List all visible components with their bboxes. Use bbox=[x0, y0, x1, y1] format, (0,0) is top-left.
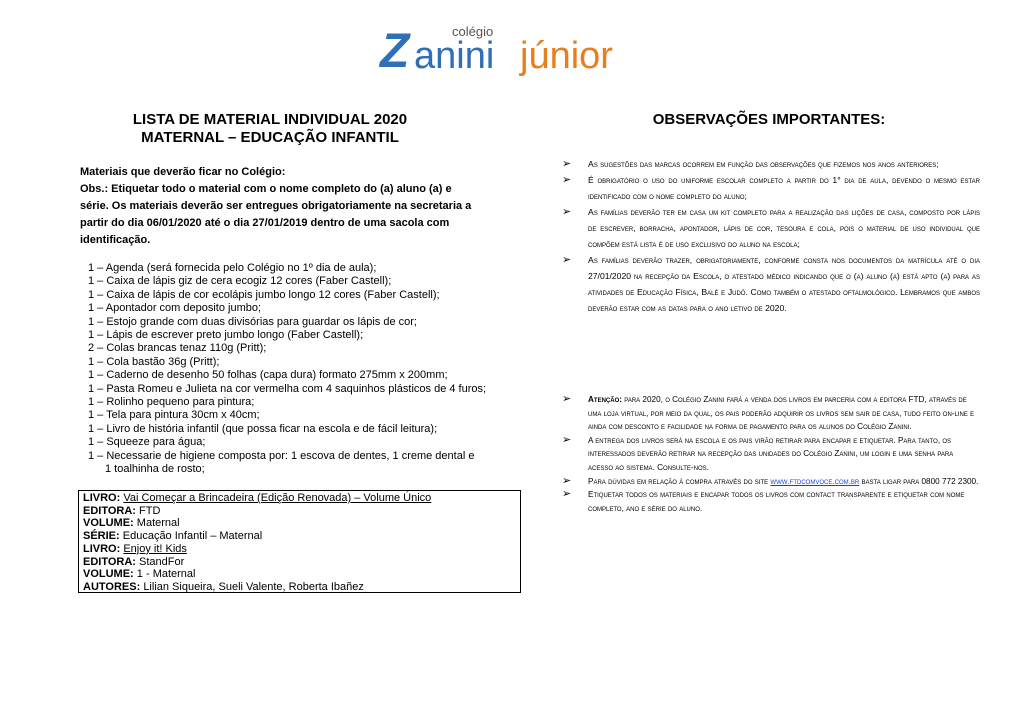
list-item: 1 – Agenda (será fornecida pelo Colégio no 1º dia de aula); bbox=[88, 262, 377, 274]
book-sale-notes bbox=[562, 393, 980, 515]
arrow-bullet-icon: ➢ bbox=[562, 474, 572, 487]
arrow-bullet-icon: ➢ bbox=[562, 158, 572, 170]
observation-item bbox=[562, 172, 980, 204]
book-value: Maternal bbox=[136, 517, 180, 530]
logo-z-letter: Z bbox=[380, 25, 410, 78]
book-row-autores bbox=[83, 581, 516, 594]
list-item: 1 – Caixa de lápis de cor ecolápis jumbo longo 12 cores (Faber Castell); bbox=[88, 288, 440, 301]
arrow-bullet-icon: ➢ bbox=[562, 488, 572, 501]
book-value: 1 - Maternal bbox=[136, 568, 196, 581]
note-text: Etiquetar todos os materiais e encapar todos os livros com contact transparente e etiquetar com nome completo, ano e série do aluno. bbox=[588, 490, 965, 513]
book-label: LIVRO: bbox=[83, 492, 121, 504]
book-value: FTD bbox=[139, 504, 161, 517]
logo-colegio-text: colégio bbox=[452, 24, 494, 39]
book-value: Enjoy it! Kids bbox=[123, 542, 187, 555]
book-label: AUTORES: bbox=[83, 580, 141, 593]
list-item: 1 – Estojo grande com duas divisórias para guardar os lápis de cor; bbox=[88, 315, 417, 328]
list-item: 1 – Pasta Romeu e Julieta na cor vermelha com 4 saquinhos plásticos de 4 furos; bbox=[88, 382, 487, 395]
observation-text: As famílias deverão trazer, obrigatoriamente, conforme consta nos documentos da matrícula até o dia 27/01/2020 na recepção da Escola, o atestado médico indicando que o (a) aluno (a) está apto (a) para as atividades de Educação Física, Balé e Judô. Como também o atestado oftalmológico. Lembramos que ambos deverão estar com as datas para o ano letivo de 2020. bbox=[588, 255, 980, 313]
arrow-bullet-icon: ➢ bbox=[562, 433, 572, 446]
note-text: basta ligar para 0800 772 2300. bbox=[861, 476, 979, 486]
book-row-livro bbox=[83, 492, 516, 505]
observation-item bbox=[562, 156, 980, 172]
list-item bbox=[88, 450, 508, 477]
arrow-bullet-icon: ➢ bbox=[562, 174, 572, 186]
arrow-bullet-icon: ➢ bbox=[562, 206, 572, 218]
book-info-box bbox=[78, 490, 521, 593]
list-item-continuation: 1 toalhinha de rosto; bbox=[105, 463, 205, 476]
ftd-site-link[interactable]: www.ftdcomvoce.com.br bbox=[770, 476, 860, 486]
book-label: VOLUME: bbox=[83, 568, 134, 581]
list-item: 1 – Cola bastão 36g (Pritt); bbox=[88, 355, 220, 368]
note-text: Para dúvidas em relação à compra através do site bbox=[588, 476, 769, 486]
list-item: 1 – Tela para pintura 30cm x 40cm; bbox=[88, 409, 260, 422]
logo-junior-text: júnior bbox=[520, 35, 613, 77]
observations-list bbox=[562, 156, 980, 316]
book-value: Vai Começar a Brincadeira (Edição Renovada) – Volume Único bbox=[123, 492, 432, 504]
list-item: 1 – Livro de história infantil (que possa ficar na escola e de fácil leitura); bbox=[88, 422, 438, 435]
list-item: 1 – Caixa de lápis giz de cera ecogiz 12 cores (Faber Castell); bbox=[88, 275, 392, 288]
observation-text: As famílias deverão ter em casa um kit completo para a realização das lições de casa, composto por lápis de escrever, borracha, apontador, lápis de cor, tesoura e cola, pois o material de uso individual que compõem está lista é de uso exclusivo do aluno na escola; bbox=[588, 207, 980, 249]
intro-block bbox=[80, 164, 475, 249]
book-label: EDITORA: bbox=[83, 555, 136, 568]
book-row-editora bbox=[83, 505, 516, 518]
note-text: A entrega dos livros será na escola e os pais virão retirar para encapar e etiquetar. Para tanto, os interessados deverão retirar na recepção das unidades do Colégio Zanini, um login e uma senha para acesso ao sistema. Consulte-nos. bbox=[588, 435, 954, 472]
book-row-volume bbox=[83, 517, 516, 530]
list-item: 2 – Colas brancas tenaz 110g (Pritt); bbox=[88, 342, 267, 355]
note-item bbox=[562, 434, 980, 475]
school-logo bbox=[380, 24, 630, 80]
observation-text: É obrigatório o uso do uniforme escolar completo a partir do 1° dia de aula, devendo o mesmo estar identificado com o nome completo do aluno; bbox=[588, 175, 980, 201]
book-row-serie bbox=[83, 530, 516, 543]
observation-item bbox=[562, 252, 980, 316]
note-item bbox=[562, 393, 980, 434]
list-item: 1 – Squeeze para água; bbox=[88, 436, 206, 449]
intro-heading: Materiais que deverão ficar no Colégio: bbox=[80, 166, 286, 178]
observations-title: OBSERVAÇÕES IMPORTANTES: bbox=[652, 111, 886, 128]
book-value: Educação Infantil – Maternal bbox=[122, 530, 263, 543]
material-list-title bbox=[80, 111, 460, 147]
list-item-text: 1 – Necessarie de higiene composta por: 1 escova de dentes, 1 creme dental e bbox=[88, 449, 475, 462]
book-value: Lilian Siqueira, Sueli Valente, Roberta Ibañez bbox=[143, 580, 364, 593]
attention-label: Atenção: bbox=[588, 395, 622, 404]
book-row-volume-2 bbox=[83, 568, 516, 581]
book-row-editora-2 bbox=[83, 556, 516, 569]
observation-item bbox=[562, 204, 980, 252]
book-label: VOLUME: bbox=[83, 517, 134, 530]
material-list bbox=[88, 262, 508, 477]
list-item: 1 – Lápis de escrever preto jumbo longo (Faber Castell); bbox=[88, 329, 364, 342]
note-item bbox=[562, 488, 980, 515]
logo-anini-text: anini bbox=[414, 35, 495, 77]
observation-text: As sugestões das marcas ocorrem em função das observações que fizemos nos anos anteriores; bbox=[588, 159, 939, 169]
book-label: SÉRIE: bbox=[83, 530, 120, 543]
title-line-2: MATERNAL – EDUCAÇÃO INFANTIL bbox=[141, 129, 399, 146]
title-line-1: LISTA DE MATERIAL INDIVIDUAL 2020 bbox=[132, 111, 408, 128]
book-row-livro-2 bbox=[83, 543, 516, 556]
arrow-bullet-icon: ➢ bbox=[562, 393, 572, 405]
book-label: LIVRO: bbox=[83, 542, 121, 555]
note-item bbox=[562, 475, 980, 489]
list-item: 1 – Apontador com deposito jumbo; bbox=[88, 302, 262, 315]
list-item: 1 – Caderno de desenho 50 folhas (capa dura) formato 275mm x 200mm; bbox=[88, 369, 448, 382]
book-label: EDITORA: bbox=[83, 504, 136, 517]
note-text: para 2020, o Colégio Zanini fará a venda dos livros em parceria com a editora FTD, através de uma loja virtual, por meio da qual, os pais poderão adquirir os livros sem sair de casa, tudo feito on-line e ainda com desconto e facilidade na forma de pagamento para os alunos do Colégio Zanini. bbox=[588, 395, 975, 432]
arrow-bullet-icon: ➢ bbox=[562, 254, 572, 266]
book-value: StandFor bbox=[139, 555, 185, 568]
list-item: 1 – Rolinho pequeno para pintura; bbox=[88, 396, 255, 409]
intro-obs: Obs.: Etiquetar todo o material com o nome completo do (a) aluno (a) e série. Os materiais deverão ser entregues obrigatoriamente na secretaria a partir do dia 06/01/2020 até o dia 27/01/2019 dentro de uma sacola com identificação. bbox=[80, 183, 472, 246]
